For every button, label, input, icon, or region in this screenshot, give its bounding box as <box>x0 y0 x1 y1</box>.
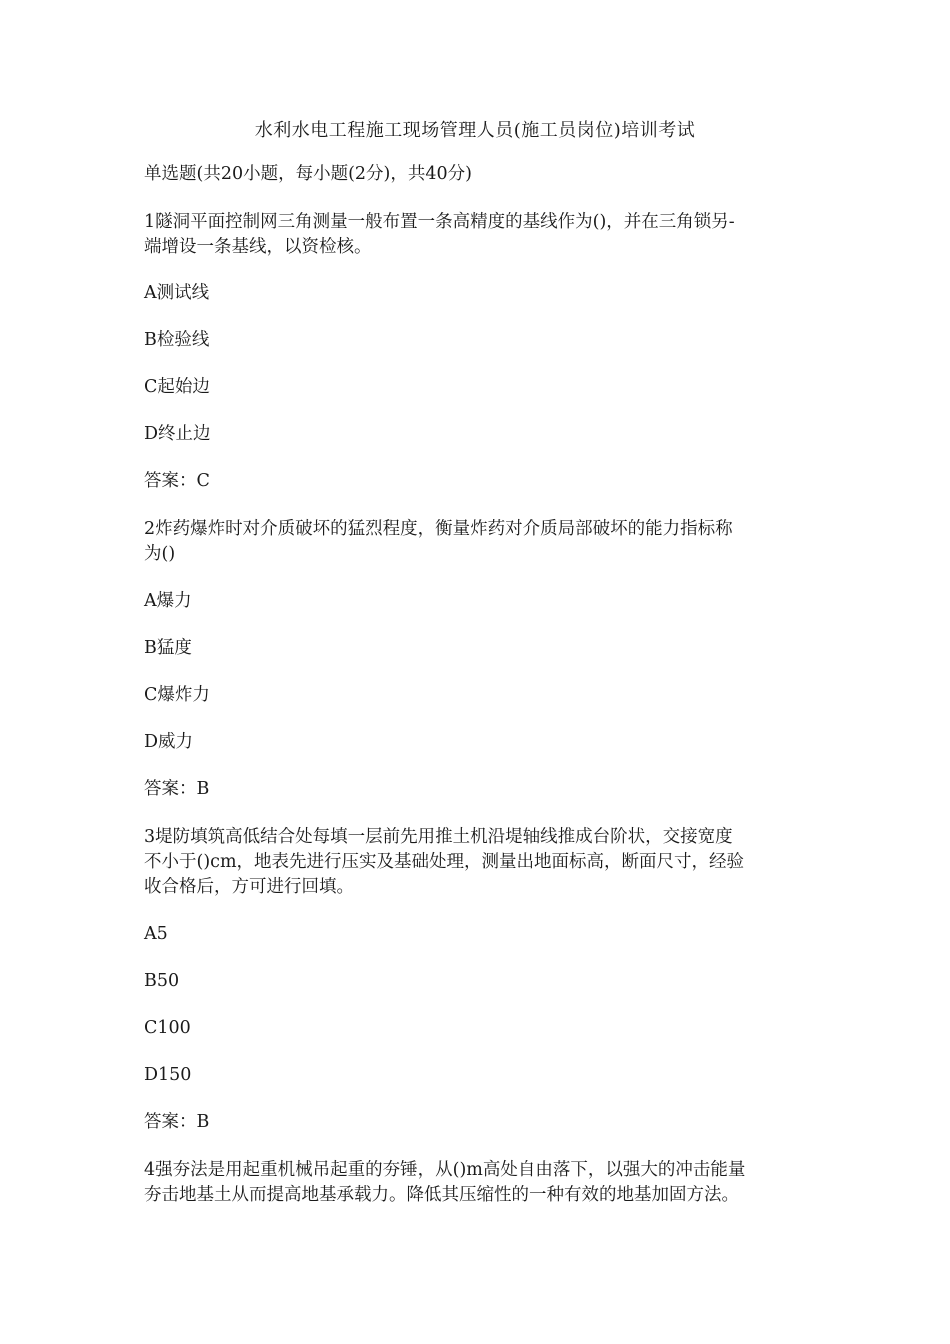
question-3-option-c: C100 <box>144 1018 191 1038</box>
question-1-option-b: B检验线 <box>144 330 210 350</box>
document-title: 水利水电工程施工现场管理人员(施工员岗位)培训考试 <box>254 120 696 141</box>
question-3-stem-line-3: 收合格后，方可进行回填。 <box>144 877 354 897</box>
question-3-option-b: B50 <box>144 971 180 991</box>
question-4-stem-line-1: 4强夯法是用起重机械吊起重的夯锤，从()m高处自由落下，以强大的冲击能量 <box>144 1160 746 1180</box>
question-2-option-b: B猛度 <box>144 638 192 658</box>
question-1-stem-line-2: 端增设一条基线，以资检核。 <box>144 237 372 257</box>
question-3-answer: 答案：B <box>144 1112 210 1132</box>
question-2-stem-line-2: 为() <box>144 544 176 564</box>
question-3-stem-line-2: 不小于()cm，地表先进行压实及基础处理，测量出地面标高，断面尺寸，经验 <box>144 852 745 872</box>
question-2-stem-line-1: 2炸药爆炸时对介质破坏的猛烈程度，衡量炸药对介质局部破坏的能力指标称 <box>144 519 733 539</box>
question-1-option-c: C起始边 <box>144 377 210 397</box>
question-2-option-d: D威力 <box>144 732 194 752</box>
question-2-option-a: A爆力 <box>144 591 192 611</box>
question-1-option-a: A测试线 <box>144 283 210 303</box>
question-1-option-d: D终止边 <box>144 424 211 444</box>
question-4-stem-line-2: 夯击地基土从而提高地基承载力。降低其压缩性的一种有效的地基加固方法。 <box>144 1185 739 1205</box>
question-1-answer: 答案：C <box>144 471 210 491</box>
question-3-stem-line-1: 3堤防填筑高低结合处每填一层前先用推土机沿堤轴线推成台阶状，交接宽度 <box>144 827 733 847</box>
question-1-stem-line-1: 1隧洞平面控制网三角测量一般布置一条高精度的基线作为()，并在三角锁另- <box>144 212 735 232</box>
question-2-option-c: C爆炸力 <box>144 685 210 705</box>
question-2-answer: 答案：B <box>144 779 210 799</box>
question-3-option-d: D150 <box>144 1065 192 1085</box>
question-3-option-a: A5 <box>144 924 168 944</box>
section-header: 单选题(共20小题，每小题(2分)，共40分) <box>144 164 472 184</box>
